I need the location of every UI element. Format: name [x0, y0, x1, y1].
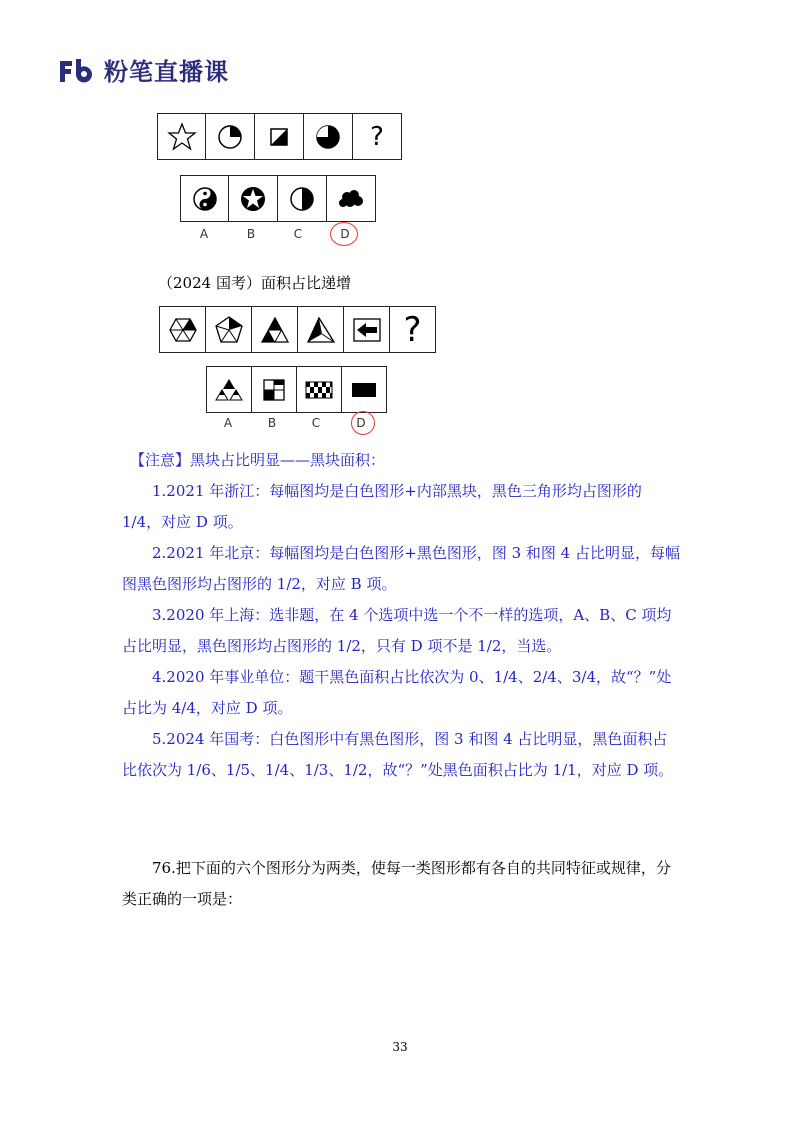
question-76: 76.把下面的六个图形分为两类，使每一类图形都有各自的共同特征或规律，分类正确的一项是： [122, 859, 671, 908]
brand-logo [58, 52, 229, 87]
note-item: 3.2020 年上海：选非题，在 4 个选项中选一个不一样的选项，A、B、C 项均占比明显，黑色图形均占图形的 1/2，只有 D 项不是 1/2，当选。 [122, 606, 672, 655]
note-item: 1.2021 年浙江：每幅图均是白色图形+内部黑块，黑色三角形均占图形的 1/4，对应 D 项。 [122, 482, 642, 531]
half-circle-icon [278, 176, 327, 221]
answer-circle [351, 411, 375, 435]
answer-circle [330, 222, 358, 246]
checker-rect-icon [297, 367, 342, 412]
star-icon [158, 114, 206, 159]
option-label-d: D [356, 416, 366, 430]
question-mark-cell: ? [403, 309, 422, 350]
figure1-sequence [157, 113, 402, 160]
hexagon-icon [160, 307, 206, 352]
note-item: 2.2021 年北京：每幅图均是白色图形+黑色图形，图 3 和图 4 占比明显，每幅图黑色图形均占图形的 1/2，对应 B 项。 [122, 544, 680, 593]
logo-text: 粉笔直播课 [104, 58, 229, 86]
figure2-sequence [159, 306, 436, 353]
note-item: 5.2024 年国考：白色图形中有黑色图形，图 3 和图 4 占比明显，黑色面积占比依次为 1/6、1/5、1/4、1/3、1/2，故“？”处黑色面积占比为 1/1，对应 D 项。 [122, 730, 674, 779]
option-label-c: C [311, 416, 321, 430]
question-mark-cell: ? [370, 121, 384, 152]
section-caption: （2024 国考）面积占比递增 [158, 274, 351, 292]
option-label-d: D [340, 227, 350, 241]
triangle-pair-icon [207, 367, 252, 412]
option-label-b: B [267, 416, 277, 430]
quad-square-icon [252, 367, 297, 412]
note-item: 4.2020 年事业单位：题干黑色面积占比依次为 0、1/4、2/4、3/4，故“？”处占比为 4/4，对应 D 项。 [122, 668, 672, 717]
option-label-a: A [223, 416, 233, 430]
cloud-blob-icon [327, 176, 375, 221]
note-section [122, 445, 682, 786]
question-text [122, 853, 682, 915]
fb-logo-icon [58, 57, 98, 83]
quarter-pie-icon [206, 114, 255, 159]
arrow-left-icon [344, 307, 390, 352]
half-square-icon [255, 114, 304, 159]
black-rect-icon [342, 367, 386, 412]
pentagon-shards-icon [206, 307, 252, 352]
option-label-c: C [293, 227, 303, 241]
option-label-b: B [246, 227, 256, 241]
figure1-options [180, 175, 376, 222]
triangle-split-icon [252, 307, 298, 352]
star-in-circle-icon [229, 176, 278, 221]
page-number: 33 [392, 1040, 408, 1054]
yin-yang-icon [181, 176, 229, 221]
three-quarter-pie-icon [304, 114, 353, 159]
triangle-shaded-icon [298, 307, 344, 352]
note-title: 【注意】黑块占比明显——黑块面积： [130, 451, 386, 469]
option-label-a: A [199, 227, 209, 241]
figure2-options [206, 366, 387, 413]
